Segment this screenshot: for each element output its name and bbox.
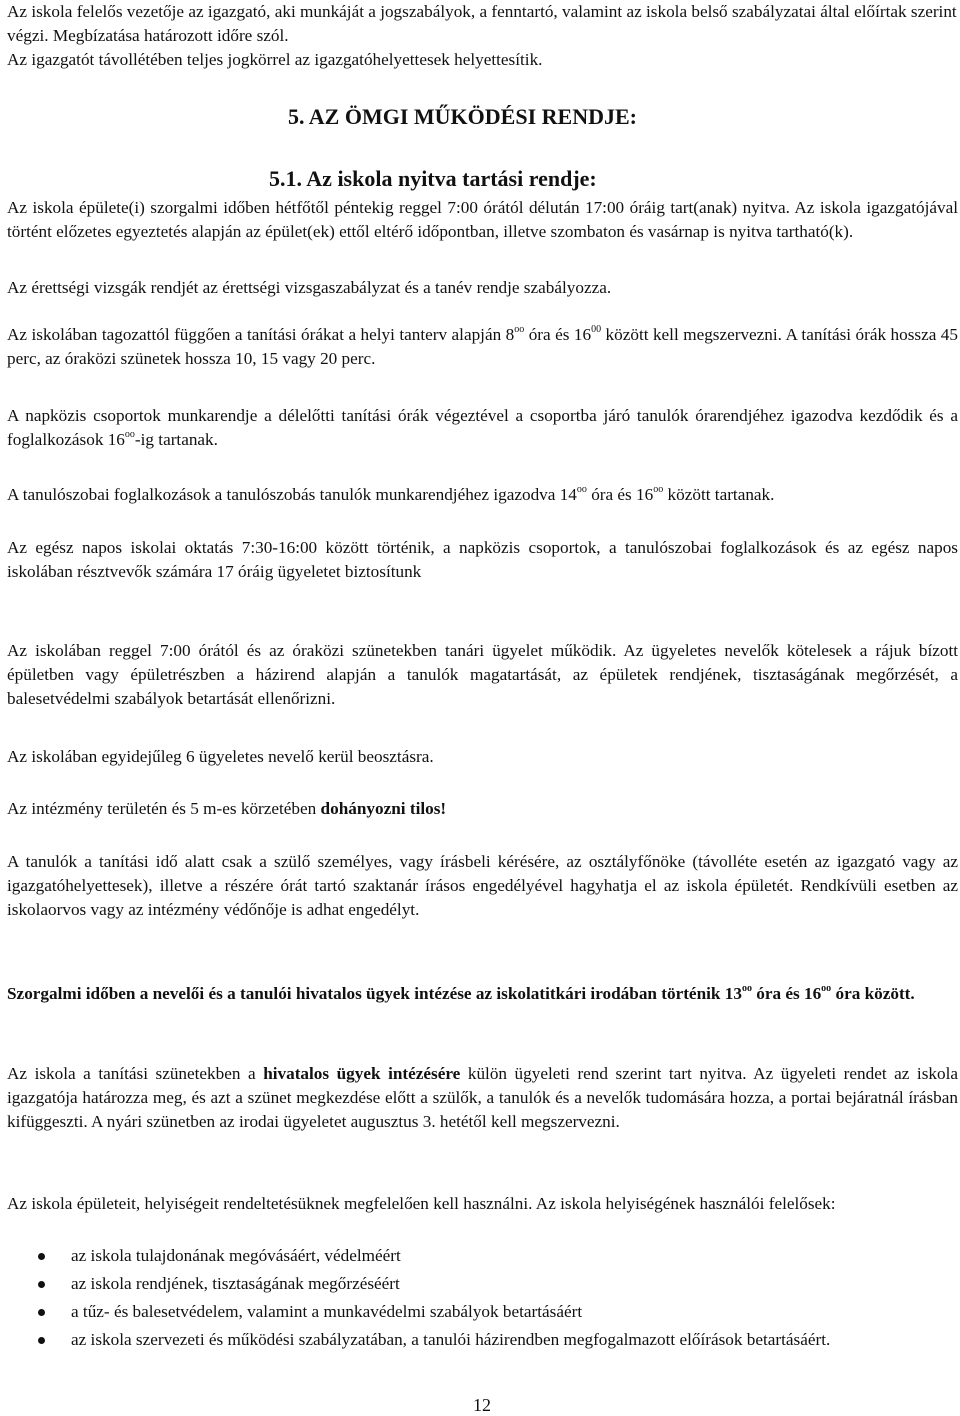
paragraph-holiday-duty: Az iskola a tanítási szünetekben a hivatalos ügyek intézésére külön ügyeleti rend szerint tart nyitva. Az ügyeleti rendet az iskola igazgatója határozza meg, és azt a szünet megkezdése előtt a szülők, a tanulók és a nevelők tudomására hozza, a portai bejáratnál írásban kifüggeszti. A nyári szünetben az irodai ügyeletet augusztus 3. hetétől kell megszervezni. <box>7 1064 958 1132</box>
paragraph-no-smoking: Az intézmény területén és 5 m-es körzetében dohányozni tilos! <box>7 799 447 818</box>
paragraph-leaving-school: A tanulók a tanítási idő alatt csak a szülő személyes, vagy írásbeli kérésére, az osztályfőnöke (távolléte esetén az igazgató vagy az igazgatóhelyettesek), illetve a részére órát tartó szaktanár írásos engedélyével hagyhatja el az iskola épületét. Rendkívüli esetben az iskolaorvos vagy az intézmény védőnője is adhat engedélyt. <box>7 852 958 920</box>
section-heading-5: 5. AZ ÖMGI MŰKÖDÉSI RENDJE: <box>288 104 637 129</box>
paragraph-study-room: A tanulószobai foglalkozások a tanulószobás tanulók munkarendjéhez igazodva $14^{oo}$ óra és $16^{oo}$ között tartanak. <box>7 484 775 504</box>
paragraph-room-usage: Az iskola épületeit, helyiségeit rendeltetésüknek megfelelően kell használni. Az iskola helyiségének használói felelősek: <box>7 1194 836 1213</box>
paragraph-exams: Az érettségi vizsgák rendjét az érettségi vizsgaszabályzat és a tanév rendje szabályozza. <box>7 278 612 297</box>
paragraph-full-day: Az egész napos iskolai oktatás 7:30-16:00 között történik, a napközis csoportok, a tanulószobai foglalkozások és az egész napos iskolában résztvevők számára 17 óráig ügyeletet biztosítunk <box>7 538 958 582</box>
paragraph-director: Az iskola felelős vezetője az igazgató, aki munkáját a jogszabályok, a fenntartó, valamint az iskola belső szabályzatai által előírtak szerint végzi. Megbízatása határozott időre szól. <box>7 2 957 46</box>
paragraph-teacher-duty: Az iskolában reggel 7:00 órától és az óraközi szünetekben tanári ügyelet működik. Az ügyeletes nevelők kötelesek a rájuk bízott épületben vagy épületrészben a házirend alapján a tanulók magatartását, az épületek rendjének, tisztaságának megőrzését, a balesetvédelmi szabályok betartását ellenőrizni. <box>7 641 958 709</box>
bullet-icon <box>38 1281 45 1288</box>
paragraph-day-care: A napközis csoportok munkarendje a délelőtti tanítási órák végeztével a csoportba járó tanulók órarendjéhez igazodva kezdődik és a foglalkozások $16^{oo}-ig$ tartanak. <box>7 406 958 450</box>
paragraph-deputies: Az igazgatót távollétében teljes jogkörrel az igazgatóhelyettesek helyettesítik. <box>7 50 543 69</box>
paragraph-opening-hours: Az iskola épülete(i) szorgalmi időben hétfőtől péntekig reggel 7:00 órától délután 17:00 óráig tart(anak) nyitva. Az iskola igazgatójával történt előzetes egyeztetés alapján az épület(ek) ettől eltérő időpontban, illetve szombaton és vasárnap is nyitva tartható(k). <box>7 198 958 242</box>
bullet-icon <box>38 1253 45 1260</box>
section-heading-5-1: 5.1. Az iskola nyitva tartási rendje: <box>269 166 597 191</box>
page-number: 12 <box>473 1395 491 1415</box>
paragraph-duty-count: Az iskolában egyidejűleg 6 ügyeletes nevelő kerül beosztásra. <box>7 747 434 766</box>
paragraph-lesson-times: Az iskolában tagozattól függően a tanítási órákat a helyi tanterv alapján $8^{oo}$ óra és $16^{00}$ között kell megszervezni. A tanítási órák hossza 45 perc, az óraközi szünetek hossza 10, 15 vagy 20 perc. <box>7 324 958 369</box>
paragraph-office-hours: Szorgalmi időben a nevelői és a tanulói hivatalos ügyek intézése az iskolatitkári irodában történik $13^{oo}$ óra és $16^{oo}$ óra között. <box>7 983 915 1003</box>
document-page: Az iskola felelős vezetője az igazgató, aki munkáját a jogszabályok, a fenntartó, valamint az iskola belső szabályzatai által előírtak szerint végzi. Megbízatása határozott időre szól. Az igazgatót távollétében teljes jogkörrel az igazgatóhelyettesek helyettesítik. 5. AZ ÖMGI MŰKÖDÉSI RENDJE: 5.1. Az iskola nyitva tartási rendje: Az iskola épülete(i) szorgalmi időben hétfőtől péntekig reggel 7:00 órától délután 17:00 óráig tart(anak) nyitva. Az iskola igazgatójával történt előzetes egyeztetés alapján az épület(ek) ettől eltérő időpontban, illetve szombaton és vasárnap is nyitva tartható(k). Az érettségi vizsgák rendjét az érettségi vizsgaszabályzat és a tanév rendje szabályozza. Az iskolában tagozattól függően a tanítási órákat a helyi tanterv alapján $8^{oo}$ óra és $16^{00}$ között kell megszervezni. A tanítási órák hossza 45 perc, az óraközi szünetek hossza 10, 15 vagy 20 perc. A napközis csoportok munkarendje a délelőtti tanítási órák végeztével a csoportba járó tanulók órarendjéhez igazodva kezdődik és a foglalkozások $16^{oo}-ig$ tartanak. A tanulószobai foglalkozások a tanulószobás tanulók munkarendjéhez igazodva $14^{oo}$ óra és $16^{oo}$ között tartanak. Az egész napos iskolai oktatás 7:30-16:00 között történik, a napközis csoportok, a tanulószobai foglalkozások és az egész napos iskolában résztvevők számára 17 óráig ügyeletet biztosítunk Az iskolában reggel 7:00 órától és az óraközi szünetekben tanári ügyelet működik. Az ügyeletes nevelők kötelesek a rájuk bízott épületben vagy épületrészben a házirend alapján a tanulók magatartását, az épületek rendjének, tisztaságának megőrzését, a balesetvédelmi szabályok betartását ellenőrizni. Az iskolában egyidejűleg 6 ügyeletes nevelő kerül beosztásra. Az intézmény területén és 5 m-es körzetében dohányozni tilos! A tanulók a tanítási idő alatt csak a szülő személyes, vagy írásbeli kérésére, az osztályfőnöke (távolléte esetén az igazgató vagy az igazgatóhelyettesek), illetve a részére órát tartó szaktanár írásos engedélyével hagyhatja el az iskola épületét. Rendkívüli esetben az iskolaorvos vagy az intézmény védőnője is adhat engedélyt. Szorgalmi időben a nevelői és a tanulói hivatalos ügyek intézése az iskolatitkári irodában történik $13^{oo}$ óra és $16^{oo}$ óra között. Az iskola a tanítási szünetekben a hivatalos ügyek intézésére külön ügyeleti rend szerint tart nyitva. Az ügyeleti rendet az iskola igazgatója határozza meg, és azt a szünet megkezdése előtt a szülők, a tanulók és a nevelők tudomására hozza, a portai bejáratnál írásban kifüggeszti. A nyári szünetben az irodai ügyeletet augusztus 3. hetétől kell megszervezni. Az iskola épületeit, helyiségeit rendeltetésüknek megfelelően kell használni. Az iskola helyiségének használói felelősek: az iskola tulajdonának megóvásáért, védelméért az iskola rendjének, tisztaságának megőrzéséért a tűz- és balesetvédelem, valamint a munkavédelmi szabályok betartásáért az iskola szervezeti és működési szabályzatában, a tanulói házirendben megfogalmazott előírások betartásáért. 12 <box>7 2 958 1415</box>
bullet-icon <box>38 1309 45 1316</box>
